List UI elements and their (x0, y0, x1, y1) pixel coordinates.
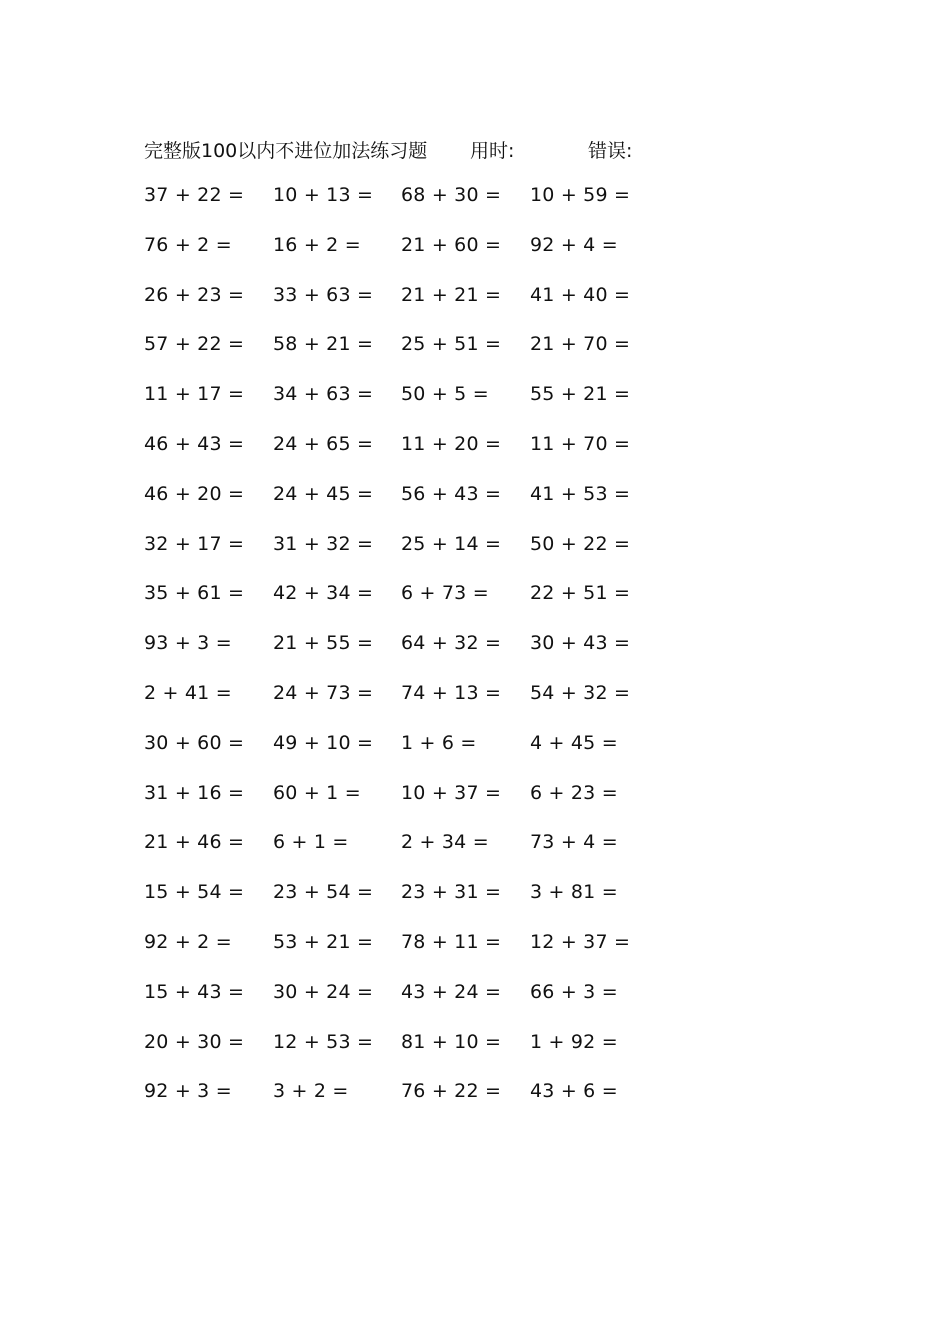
time-label: 用时: (470, 140, 515, 162)
problem-item: 54 + 32 = (530, 681, 631, 704)
problem-item: 25 + 14 = (401, 532, 502, 555)
problem-item: 30 + 43 = (530, 632, 631, 655)
problem-item: 92 + 2 = (144, 930, 232, 953)
problem-item: 26 + 23 = (144, 283, 245, 306)
problem-item: 76 + 22 = (401, 1080, 502, 1103)
problem-item: 25 + 51 = (401, 333, 502, 356)
problem-item: 78 + 11 = (401, 930, 502, 953)
problem-item: 31 + 32 = (273, 532, 374, 555)
problem-row (0, 1031, 950, 1081)
problem-item: 33 + 63 = (273, 283, 374, 306)
problem-row (0, 284, 950, 334)
problem-item: 81 + 10 = (401, 1030, 502, 1053)
problem-item: 30 + 24 = (273, 980, 374, 1003)
problem-row (0, 582, 950, 632)
problem-item: 30 + 60 = (144, 731, 245, 754)
problem-item: 58 + 21 = (273, 333, 374, 356)
problem-row (0, 981, 950, 1031)
problem-item: 12 + 53 = (273, 1030, 374, 1053)
problem-item: 21 + 46 = (144, 831, 245, 854)
problem-item: 21 + 21 = (401, 283, 502, 306)
problem-item: 11 + 17 = (144, 383, 245, 406)
problem-item: 15 + 54 = (144, 881, 245, 904)
problem-item: 6 + 73 = (401, 582, 489, 605)
problem-row (0, 184, 950, 234)
problem-item: 37 + 22 = (144, 184, 245, 206)
problem-item: 10 + 37 = (401, 781, 502, 804)
problem-row (0, 732, 950, 782)
problem-item: 42 + 34 = (273, 582, 374, 605)
problem-row (0, 632, 950, 682)
problem-row (0, 1080, 950, 1130)
problem-item: 2 + 34 = (401, 831, 489, 854)
problem-row (0, 831, 950, 881)
problem-item: 66 + 3 = (530, 980, 618, 1003)
problem-item: 24 + 65 = (273, 432, 374, 455)
problem-row (0, 533, 950, 583)
problem-row (0, 383, 950, 433)
problem-item: 56 + 43 = (401, 482, 502, 505)
problem-item: 22 + 51 = (530, 582, 631, 605)
problem-item: 24 + 73 = (273, 681, 374, 704)
problem-grid (0, 184, 950, 1130)
problem-item: 11 + 70 = (530, 432, 631, 455)
problem-item: 41 + 53 = (530, 482, 631, 505)
problem-item: 6 + 23 = (530, 781, 618, 804)
problem-item: 11 + 20 = (401, 432, 502, 455)
problem-item: 15 + 43 = (144, 980, 245, 1003)
problem-item: 12 + 37 = (530, 930, 631, 953)
problem-item: 46 + 43 = (144, 432, 245, 455)
problem-item: 55 + 21 = (530, 383, 631, 406)
problem-item: 23 + 31 = (401, 881, 502, 904)
problem-item: 74 + 13 = (401, 681, 502, 704)
problem-item: 35 + 61 = (144, 582, 245, 605)
problem-item: 16 + 2 = (273, 233, 361, 256)
problem-item: 24 + 45 = (273, 482, 374, 505)
problem-item: 23 + 54 = (273, 881, 374, 904)
problem-item: 10 + 13 = (273, 184, 374, 206)
problem-row (0, 881, 950, 931)
errors-label: 错误: (588, 140, 633, 162)
problem-item: 2 + 41 = (144, 681, 232, 704)
problem-item: 41 + 40 = (530, 283, 631, 306)
problem-row (0, 682, 950, 732)
problem-row (0, 433, 950, 483)
problem-item: 1 + 92 = (530, 1030, 618, 1053)
problem-item: 46 + 20 = (144, 482, 245, 505)
problem-item: 50 + 5 = (401, 383, 489, 406)
problem-item: 21 + 70 = (530, 333, 631, 356)
problem-item: 92 + 3 = (144, 1080, 232, 1103)
problem-item: 3 + 81 = (530, 881, 618, 904)
problem-item: 3 + 2 = (273, 1080, 349, 1103)
problem-item: 57 + 22 = (144, 333, 245, 356)
problem-item: 34 + 63 = (273, 383, 374, 406)
problem-item: 31 + 16 = (144, 781, 245, 804)
problem-item: 60 + 1 = (273, 781, 361, 804)
problem-row (0, 333, 950, 383)
problem-item: 93 + 3 = (144, 632, 232, 655)
problem-item: 76 + 2 = (144, 233, 232, 256)
problem-item: 10 + 59 = (530, 184, 631, 206)
problem-item: 1 + 6 = (401, 731, 477, 754)
problem-item: 4 + 45 = (530, 731, 618, 754)
problem-row (0, 782, 950, 832)
problem-item: 20 + 30 = (144, 1030, 245, 1053)
problem-item: 92 + 4 = (530, 233, 618, 256)
problem-item: 73 + 4 = (530, 831, 618, 854)
problem-item: 64 + 32 = (401, 632, 502, 655)
problem-item: 32 + 17 = (144, 532, 245, 555)
problem-row (0, 931, 950, 981)
problem-item: 50 + 22 = (530, 532, 631, 555)
problem-row (0, 234, 950, 284)
problem-item: 68 + 30 = (401, 184, 502, 206)
problem-row (0, 483, 950, 533)
problem-item: 21 + 60 = (401, 233, 502, 256)
problem-item: 6 + 1 = (273, 831, 349, 854)
problem-item: 49 + 10 = (273, 731, 374, 754)
problem-item: 43 + 6 = (530, 1080, 618, 1103)
problem-item: 53 + 21 = (273, 930, 374, 953)
problem-item: 43 + 24 = (401, 980, 502, 1003)
problem-item: 21 + 55 = (273, 632, 374, 655)
worksheet-title: 完整版100以内不进位加法练习题 (144, 140, 428, 162)
